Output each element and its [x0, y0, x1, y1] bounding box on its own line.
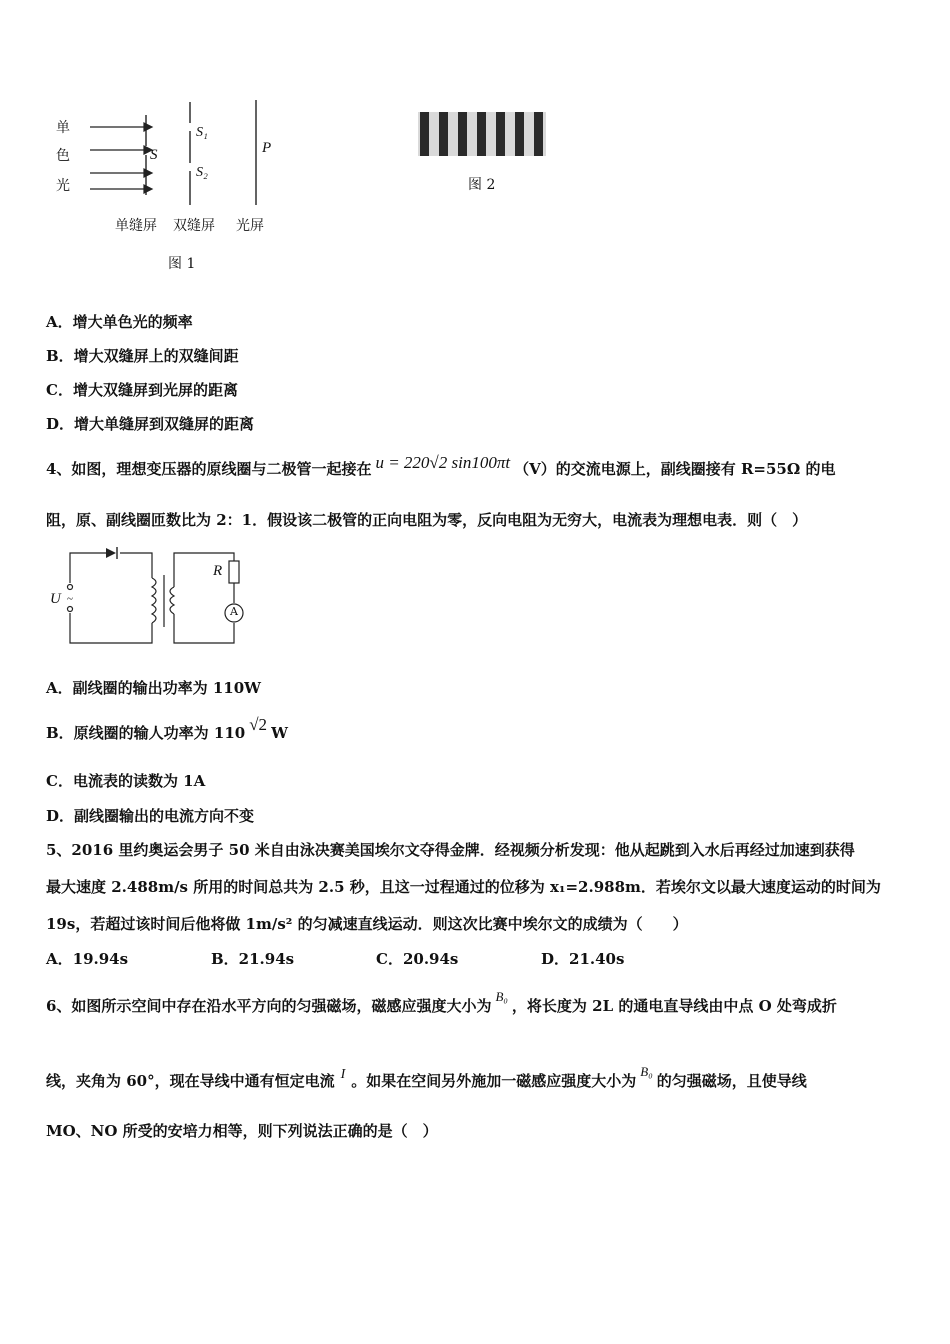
- double-slit-screen-label: 双缝屏: [173, 218, 215, 234]
- q6-line1-prefix: 6、如图所示空间中存在沿水平方向的匀强磁场，磁感应强度大小为: [46, 997, 492, 1015]
- s1-label: S₁: [196, 125, 208, 140]
- q4-stem-line-2: 阻，原、副线圈匝数比为 2：1．假设该二极管的正向电阻为零，反向电阻为无穷大，电流表为理想电表．则（ ）: [46, 511, 808, 529]
- q4-option-d: D．副线圈输出的电流方向不变: [46, 807, 255, 825]
- q4-line1-prefix: 4、如图，理想变压器的原线圈与二极管一起接在: [46, 460, 372, 478]
- svg-text:~: ~: [67, 593, 73, 605]
- figure-1: [40, 95, 320, 280]
- q3-option-a: A．增大单色光的频率: [46, 313, 193, 331]
- q6-line2-suffix: 的匀强磁场，且使导线: [656, 1072, 807, 1090]
- q5-option-d: D．21.40s: [541, 950, 625, 968]
- q4-formula: u = 220√2 sin100πt: [375, 453, 511, 472]
- source-u-label: U: [50, 591, 61, 607]
- figure-2-caption: 图 2: [468, 177, 496, 193]
- q5-stem-line-2: 最大速度 2.488m/s 所用的时间总共为 2.5 秒，且这一过程通过的位移为 x₁=2.988m．若埃尔文以最大速度运动的时间为: [46, 878, 881, 896]
- q4-option-b-prefix: B．原线圈的输人功率为 110: [46, 724, 246, 742]
- q6-b0-symbol: B₀: [495, 989, 508, 1004]
- q4-stem-line-1: [46, 453, 836, 479]
- q4-circuit: [46, 543, 246, 653]
- q6-b0-symbol-2: B₀: [640, 1064, 653, 1079]
- q4-option-a: A．副线圈的输出功率为 110W: [46, 679, 262, 697]
- q4-line1-suffix: （V）的交流电源上，副线圈接有 R=55Ω 的电: [514, 460, 836, 478]
- light-screen-label: 光屏: [236, 218, 264, 234]
- q6-stem-line-3: MO、NO 所受的安培力相等，则下列说法正确的是（ ）: [46, 1122, 438, 1140]
- single-slit-screen-label: 单缝屏: [115, 218, 157, 234]
- q6-current-symbol: I: [340, 1067, 346, 1082]
- q3-option-c: C．增大双缝屏到光屏的距离: [46, 381, 238, 399]
- q5-option-c: C．20.94s: [376, 950, 459, 968]
- s2-label: S₂: [196, 165, 208, 180]
- q6-line1-suffix: ，将长度为 2L 的通电直导线由中点 O 处弯成折: [511, 997, 837, 1015]
- q5-option-a: A．19.94s: [46, 950, 129, 968]
- q5-stem-line-3: 19s，若超过该时间后他将做 1m/s² 的匀减速直线运动．则这次比赛中埃尔文的成绩为（ ）: [46, 915, 688, 933]
- light-label-3: 光: [56, 178, 70, 194]
- q4-option-c: C．电流表的读数为 1A: [46, 772, 206, 790]
- q5-option-b: B．21.94s: [211, 950, 295, 968]
- light-label-2: 色: [56, 148, 70, 164]
- q5-stem-line-1: 5、2016 里约奥运会男子 50 米自由泳决赛美国埃尔文夺得金牌．经视频分析发现：他从起跳到入水后再经过加速到获得: [46, 841, 855, 859]
- resistor-r-label: R: [213, 563, 223, 579]
- ammeter-a-label: A: [230, 605, 238, 618]
- q6-stem-line-2: [46, 1064, 807, 1091]
- figure-1-caption: 图 1: [168, 256, 196, 272]
- s-label: S: [150, 147, 158, 163]
- q4-option-b: [46, 715, 288, 743]
- q6-line2-prefix: 线，夹角为 60°，现在导线中通有恒定电流: [46, 1072, 335, 1090]
- p-label: P: [262, 140, 272, 156]
- q4-option-b-suffix: W: [271, 724, 288, 742]
- q4-option-b-sqrt: √2: [249, 715, 268, 734]
- figure-2: [418, 112, 548, 197]
- interference-fringes: [418, 112, 546, 156]
- q6-line2-mid: 。如果在空间另外施加一磁感应强度大小为: [351, 1072, 637, 1090]
- transformer-circuit-diagram: [46, 543, 246, 653]
- q3-option-b: B．增大双缝屏上的双缝间距: [46, 347, 239, 365]
- light-label-1: 单: [56, 120, 70, 136]
- q3-option-d: D．增大单缝屏到双缝屏的距离: [46, 415, 255, 433]
- q6-stem-line-1: [46, 989, 837, 1016]
